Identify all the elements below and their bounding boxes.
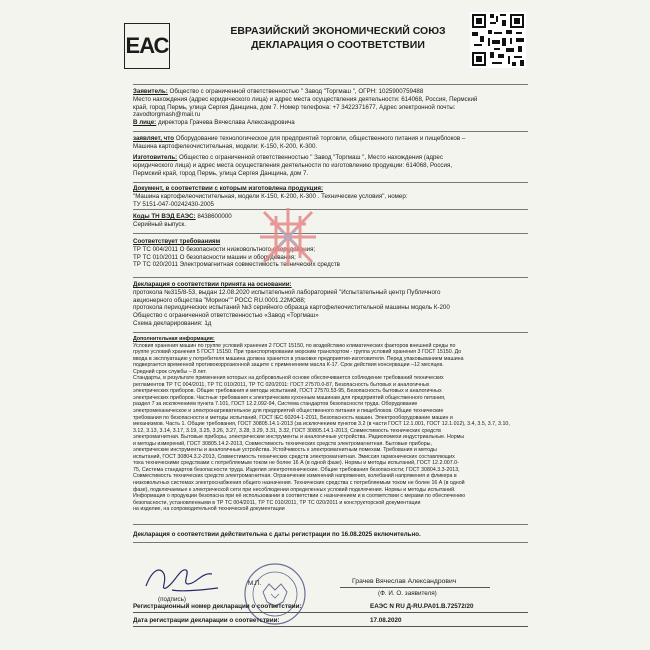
additional-line: требования по безопасности и методы испытаний, ГОСТ IEC 60204-1-2011, Безопасность машин. Электрооборудование машин и — [133, 414, 453, 421]
requirement-item: ТР ТС 004/2011 О безопасности низковольтного оборудования; — [133, 245, 316, 253]
additional-line: раздел 7 за исключением пункта 7.101, ГОСТ 12.2.092-94, Система стандартов безопасности труда. Оборудование — [133, 401, 418, 408]
basis-line-1: протокола №315/8-53, выдан 12.08.2020 испытательной лабораторией "Испытательный центр Публичного — [133, 288, 441, 296]
manufacturer-section — [133, 154, 528, 177]
requirement-item: ТР ТС 020/2011 Электромагнитная совместимость технических средств — [133, 261, 340, 269]
document-line-1: "Машина картофелеочистительная, модели К-150, К-200, К-300 . Технические условия", номер: — [133, 192, 408, 200]
manufacturer-line-2: юридического лица) и адрес места осуществления деятельности по изготовлению продукции: 614068, Россия, — [133, 161, 453, 169]
document-line-2: ТУ 5151-047-00242430-2005 — [133, 200, 214, 208]
additional-section — [133, 336, 528, 513]
divider — [133, 626, 528, 627]
manufacturer-line-3: Пермский край, город Пермь, улица Сергея Данщина, дом 7. — [133, 169, 309, 177]
additional-line: 3.12, 3.13, 3.14, 3.17, 3.19, 3.25, 3.26, 3.27, 3.28, 3.29, 3.31, 3.32, ГОСТ 30805.14.1-2013, Совместимость технических средств — [133, 427, 442, 434]
manufacturer-label: Изготовитель: — [133, 154, 178, 161]
header-title — [188, 24, 488, 52]
divider — [133, 84, 528, 85]
additional-line: на изделие, на сопроводительной технической документации — [133, 506, 285, 513]
registration-date: 17.08.2020 — [370, 617, 402, 624]
document-label: Документ, в соответствии с которым изготовлена продукция: — [133, 185, 324, 192]
additional-line: безопасности, установленными в ТР ТС 004/2011, ТР ТС 010/2011, ТР ТС 020/2011 и конструкторской документации — [133, 499, 421, 506]
requirements-section — [133, 238, 528, 269]
declares-label: заявляет, что — [133, 135, 174, 142]
additional-line: испытаний, ГОСТ 30804.3.2-2013, Совместимость технических средств электромагнитная. Эмиссия гармонических составляющих — [133, 453, 455, 460]
additional-line: электромеханическое и электронагревательное для предприятий общественного питания и пищеблоков. Общие технические — [133, 408, 444, 415]
applicant-address-2: край, город Пермь, улица Сергея Данщина, дом 7. Номер телефона: +7 3422371677, Адрес электронной почты: — [133, 103, 456, 111]
divider — [133, 542, 528, 543]
validity-text: Декларация о соответствии действительна с даты регистрации по 16.08.2025 включительно. — [133, 531, 421, 538]
declares-section — [133, 135, 528, 151]
additional-line: подвергается временной противокоррозионной защите с применением масла К-17. Срок действия консервации –12 месяцев. — [133, 362, 444, 369]
additional-line: электромагнитная. Бытовые приборы, электрические инструменты и аналогичные устройства. Радиопомехи индустриальные. Нормы — [133, 434, 465, 441]
applicant-label: Заявитель: — [133, 88, 168, 95]
production-type: Серийный выпуск. — [133, 220, 186, 228]
header-union: ЕВРАЗИЙСКИЙ ЭКОНОМИЧЕСКИЙ СОЮЗ — [230, 25, 446, 37]
additional-line: Совместимость технических средств электромагнитная. Ограничение изменений напряжения, колебаний напряжения и фликера в — [133, 473, 457, 480]
watermark-icon — [258, 206, 318, 268]
codes-section — [133, 213, 528, 229]
additional-line: Информация о продукции безопасна при её использовании в соответствии с назначением и в соответствии с мерами по обеспечению — [133, 493, 466, 500]
applicant-section — [133, 88, 528, 127]
codes-label: Коды ТН ВЭД ЕАЭС: — [133, 213, 196, 220]
additional-line: электрических приборов. Частные требования к электрическим кухонным машинам для предприятий общественного питания, — [133, 394, 446, 401]
divider — [133, 612, 528, 613]
additional-line: механизмов. Часть 1. Общие требования, ГОСТ 30805.14.1-2013 (за исключением пунктов 3.2 (в части ГОСТ 12.1.001, ГОСТ 12.1.012), 3.4, 3.5, 3.7, 3.10, — [133, 421, 510, 428]
divider — [133, 233, 528, 234]
additional-line: Средний срок службы – 8 лет. — [133, 368, 207, 375]
applicant-email: zavodtorgmash@mail.ru — [133, 111, 201, 119]
divider — [133, 131, 528, 132]
divider — [133, 277, 528, 278]
additional-line: Условия хранения машин по группе условий хранения 2 ГОСТ 15150, по воздействию климатических факторов внешней среды по — [133, 342, 456, 349]
basis-line-3: протокола периодических испытаний №3 серийного образца картофелеочистительной машины модель К-200 — [133, 304, 450, 312]
additional-line: тока техническими средствами с потребляемым током не более 16 А (в одной фазе). Нормы и методы испытаний, ГОСТ 12.2.007.0- — [133, 460, 459, 467]
additional-line: 75, Система стандартов безопасности труда. Изделия электротехнические. Общие требования безопасности; ГОСТ 30804.3.3-2013, — [133, 466, 460, 473]
declares-line-2: Машина картофелеочистительная, модели: К-150, К-200, К-300. — [133, 142, 318, 150]
declares-line-1: Оборудование технологическое для предприятий торговли, общественного питания и пищеблоков – — [175, 135, 466, 142]
additional-line: группе условий хранения 5 ГОСТ 15150. При транспортировании морским транспортом - группа условий хранения 3 ГОСТ 15150. До — [133, 349, 462, 356]
additional-line: регламентов ТР ТС 004/2011, ТР ТС 010/2011, ТР ТС 020/2011: ГОСТ 27570.0-87, Безопасность бытовых и аналогичных — [133, 381, 430, 388]
requirement-item: ТР ТС 010/2011 О безопасности машин и оборудования; — [133, 253, 296, 261]
additional-line: и методы измерений, ГОСТ 30805.14.2-2013, Совместимость технических средств электромагнитная. Бытовые приборы, — [133, 440, 432, 447]
divider — [133, 209, 528, 210]
basis-line-2: акционерного общества "Морион"" РОСС RU.0001.22МО88; — [133, 296, 306, 304]
basis-line-4: Общество с ограниченной ответственностью «Завод «Торгмаш» — [133, 312, 319, 320]
additional-line: электрических приборов. Общие требования и методы испытаний, ГОСТ 27570.53-95, Безопасность бытовых и аналогичных — [133, 388, 442, 395]
signature-icon — [142, 560, 222, 594]
additional-line: низковольтных системах электроснабжения общего назначения. Технические средства с потребляемым током не более 16 А (в одной — [133, 480, 465, 487]
name-underline — [340, 587, 490, 588]
name-caption: (Ф. И. О. заявителя) — [378, 590, 437, 597]
signature-caption: (подпись) — [158, 596, 186, 603]
applicant-address-1: Место нахождения (адрес юридического лица) и адрес места осуществления деятельности: 614068, Россия, Пермский — [133, 95, 478, 103]
requirements-label: Соответствует требованиям — [133, 238, 221, 245]
qr-code-icon — [470, 12, 526, 68]
applicant-name: Грачев Вячеслав Александрович — [352, 578, 457, 585]
codes-value: 8438600000 — [197, 213, 232, 220]
eac-logo: ЕАС — [124, 23, 170, 69]
additional-line: фазе), подключаемые к электрической сети при несоблюдении определенных условий подключения. Нормы и методы испытаний. — [133, 486, 456, 493]
manufacturer-line-1: Общество с ограниченной ответственностью " Завод "Торгмаш ", Место нахождения (адрес — [178, 154, 443, 161]
additional-label: Дополнительная информация: — [133, 336, 215, 342]
applicant-text: Общество с ограниченной ответственностью " Завод "Торгмаш ", ОГРН: 1025900759488 — [169, 88, 424, 95]
person-name: директора Грачева Вячеслава Александровича — [157, 119, 295, 127]
basis-section — [133, 281, 528, 328]
header-declaration: ДЕКЛАРАЦИЯ О СООТВЕТСТВИИ — [251, 39, 425, 51]
additional-line: ввода в эксплуатацию у потребителя машина должна хранится в упаковке предприятия-изготовителя. Перед упаковыванием машина — [133, 355, 464, 362]
additional-line: Стандарты, в результате применения которых на добровольной основе обеспечивается соблюдение требований технических — [133, 375, 444, 382]
basis-line-5: Схема декларирования: 1д — [133, 319, 212, 327]
registration-number-label: Регистрационный номер декларации о соответствии: — [133, 603, 302, 610]
document-section — [133, 185, 528, 208]
stamp-caption: М.П. — [248, 580, 262, 587]
registration-number: ЕАЭС N RU Д-RU.PA01.B.72572/20 — [370, 603, 474, 610]
additional-line: электрические инструменты и аналогичные устройства. Устойчивость к электромагнитным помехам. Требования и методы — [133, 447, 437, 454]
person-label: В лице: — [133, 119, 157, 127]
divider — [133, 182, 528, 183]
divider — [133, 332, 528, 333]
registration-date-label: Дата регистрации декларации о соответствии: — [133, 617, 280, 624]
divider — [133, 524, 528, 525]
basis-label: Декларация о соответствии принята на основании: — [133, 281, 292, 288]
